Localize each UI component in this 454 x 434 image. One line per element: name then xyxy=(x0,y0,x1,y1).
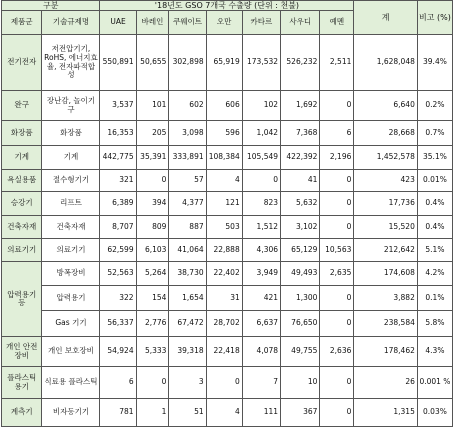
country-header: 바레인 xyxy=(136,11,169,35)
table-row xyxy=(2,262,453,286)
value-cell: 3,537 xyxy=(100,91,136,121)
ratio-cell: 0.1% xyxy=(417,286,452,311)
value-cell: 31 xyxy=(206,286,242,311)
value-cell: 0 xyxy=(320,192,354,216)
value-cell: 51 xyxy=(169,399,206,427)
value-cell: 0 xyxy=(320,286,354,311)
total-cell: 17,736 xyxy=(354,192,417,216)
value-cell: 4 xyxy=(206,399,242,427)
ratio-cell: 4.2% xyxy=(417,262,452,286)
value-cell: 0 xyxy=(320,91,354,121)
value-cell: 6,103 xyxy=(136,239,169,262)
value-cell: 154 xyxy=(136,286,169,311)
ratio-cell: 5.8% xyxy=(417,311,452,337)
value-cell: 0 xyxy=(136,367,169,399)
value-cell: 121 xyxy=(206,192,242,216)
total-cell: 3,882 xyxy=(354,286,417,311)
table-row xyxy=(2,170,453,192)
total-cell: 1,452,578 xyxy=(354,146,417,170)
product-cell: 기계 xyxy=(2,146,42,170)
regulation-cell: 화장품 xyxy=(42,121,100,146)
value-cell: 2,636 xyxy=(320,337,354,367)
value-cell: 3 xyxy=(169,367,206,399)
value-cell: 39,318 xyxy=(169,337,206,367)
value-cell: 54,924 xyxy=(100,337,136,367)
value-cell: 0 xyxy=(136,170,169,192)
table-row xyxy=(2,216,453,239)
total-cell: 423 xyxy=(354,170,417,192)
value-cell: 606 xyxy=(206,91,242,121)
value-cell: 0 xyxy=(206,367,242,399)
regulation-cell: 의료기기 xyxy=(42,239,100,262)
value-cell: 333,891 xyxy=(169,146,206,170)
value-cell: 0 xyxy=(320,311,354,337)
regulation-cell: 건축자재 xyxy=(42,216,100,239)
value-cell: 10,563 xyxy=(320,239,354,262)
product-cell: 건축자재 xyxy=(2,216,42,239)
regulation-cell: 방폭장비 xyxy=(42,262,100,286)
value-cell: 503 xyxy=(206,216,242,239)
regulation-cell: 저전압기기, RoHS, 에너지효율, 전자파적합성 xyxy=(42,35,100,91)
table-row xyxy=(2,146,453,170)
value-cell: 108,384 xyxy=(206,146,242,170)
value-cell: 10 xyxy=(281,367,320,399)
product-cell: 플라스틱 용기 xyxy=(2,367,42,399)
value-cell: 3,098 xyxy=(169,121,206,146)
value-cell: 809 xyxy=(136,216,169,239)
table-row xyxy=(2,121,453,146)
table-row xyxy=(2,192,453,216)
value-cell: 1,692 xyxy=(281,91,320,121)
value-cell: 76,650 xyxy=(281,311,320,337)
value-cell: 56,337 xyxy=(100,311,136,337)
total-cell: 178,462 xyxy=(354,337,417,367)
value-cell: 887 xyxy=(169,216,206,239)
table-row xyxy=(2,286,453,311)
ratio-cell: 0.001 % xyxy=(417,367,452,399)
ratio-cell: 0.2% xyxy=(417,91,452,121)
value-cell: 1,654 xyxy=(169,286,206,311)
value-cell: 2,511 xyxy=(320,35,354,91)
total-cell: 1,315 xyxy=(354,399,417,427)
value-cell: 205 xyxy=(136,121,169,146)
regulation-cell: 리프트 xyxy=(42,192,100,216)
value-cell: 2,776 xyxy=(136,311,169,337)
value-cell: 41 xyxy=(281,170,320,192)
group-header: 구분 xyxy=(2,1,100,11)
ratio-cell: 0.01% xyxy=(417,170,452,192)
total-cell: 28,668 xyxy=(354,121,417,146)
regulation-cell: 기계 xyxy=(42,146,100,170)
ratio-cell: 0.7% xyxy=(417,121,452,146)
table-row xyxy=(2,337,453,367)
regulation-cell: 개인 보호장비 xyxy=(42,337,100,367)
regulation-cell: 비자동기기 xyxy=(42,399,100,427)
value-cell: 101 xyxy=(136,91,169,121)
value-cell: 5,264 xyxy=(136,262,169,286)
value-cell: 22,418 xyxy=(206,337,242,367)
value-cell: 38,730 xyxy=(169,262,206,286)
ratio-cell: 0.03% xyxy=(417,399,452,427)
value-cell: 65,919 xyxy=(206,35,242,91)
value-cell: 50,655 xyxy=(136,35,169,91)
value-cell: 4 xyxy=(206,170,242,192)
total-cell: 1,628,048 xyxy=(354,35,417,91)
value-cell: 57 xyxy=(169,170,206,192)
country-header: 카타르 xyxy=(242,11,280,35)
value-cell: 105,549 xyxy=(242,146,280,170)
value-cell: 35,391 xyxy=(136,146,169,170)
product-cell: 완구 xyxy=(2,91,42,121)
value-cell: 526,232 xyxy=(281,35,320,91)
product-cell: 의료기기 xyxy=(2,239,42,262)
value-cell: 1,300 xyxy=(281,286,320,311)
value-cell: 0 xyxy=(320,399,354,427)
regulation-cell: 장난감, 놀이기구 xyxy=(42,91,100,121)
product-cell: 화장품 xyxy=(2,121,42,146)
value-cell: 3,102 xyxy=(281,216,320,239)
value-cell: 442,775 xyxy=(100,146,136,170)
table-row xyxy=(2,239,453,262)
value-cell: 6 xyxy=(100,367,136,399)
value-cell: 41,064 xyxy=(169,239,206,262)
table-row xyxy=(2,367,453,399)
value-cell: 173,532 xyxy=(242,35,280,91)
product-cell: 욕실용품 xyxy=(2,170,42,192)
value-cell: 52,563 xyxy=(100,262,136,286)
total-cell: 26 xyxy=(354,367,417,399)
value-cell: 3,949 xyxy=(242,262,280,286)
value-cell: 422,392 xyxy=(281,146,320,170)
value-cell: 0 xyxy=(320,216,354,239)
country-header: 오만 xyxy=(206,11,242,35)
product-cell: 계측기 xyxy=(2,399,42,427)
table-row xyxy=(2,35,453,91)
regulation-cell: 절수형기기 xyxy=(42,170,100,192)
regulation-cell: Gas 기기 xyxy=(42,311,100,337)
ratio-cell: 0.4% xyxy=(417,192,452,216)
table-row xyxy=(2,311,453,337)
total-cell: 212,642 xyxy=(354,239,417,262)
value-cell: 7,368 xyxy=(281,121,320,146)
product-cell: 전기전자 xyxy=(2,35,42,91)
product-cell: 승강기 xyxy=(2,192,42,216)
value-cell: 823 xyxy=(242,192,280,216)
country-header: 사우디 xyxy=(281,11,320,35)
value-cell: 4,306 xyxy=(242,239,280,262)
total-header: 계 xyxy=(354,1,417,35)
value-cell: 1,512 xyxy=(242,216,280,239)
value-cell: 1 xyxy=(136,399,169,427)
value-cell: 302,898 xyxy=(169,35,206,91)
value-cell: 394 xyxy=(136,192,169,216)
value-cell: 781 xyxy=(100,399,136,427)
gso-export-table xyxy=(1,0,453,427)
value-cell: 28,702 xyxy=(206,311,242,337)
value-cell: 6,637 xyxy=(242,311,280,337)
value-cell: 67,472 xyxy=(169,311,206,337)
header-row-1 xyxy=(2,1,453,11)
value-cell: 16,353 xyxy=(100,121,136,146)
value-cell: 0 xyxy=(320,367,354,399)
country-header: UAE xyxy=(100,11,136,35)
ratio-cell: 35.1% xyxy=(417,146,452,170)
table-row xyxy=(2,91,453,121)
title-header: '18년도 GSO 7개국 수출량 (단위 : 천불) xyxy=(100,1,354,11)
value-cell: 602 xyxy=(169,91,206,121)
ratio-cell: 5.1% xyxy=(417,239,452,262)
value-cell: 1,042 xyxy=(242,121,280,146)
ratio-cell: 39.4% xyxy=(417,35,452,91)
value-cell: 49,755 xyxy=(281,337,320,367)
value-cell: 4,377 xyxy=(169,192,206,216)
value-cell: 62,599 xyxy=(100,239,136,262)
value-cell: 367 xyxy=(281,399,320,427)
value-cell: 2,635 xyxy=(320,262,354,286)
value-cell: 322 xyxy=(100,286,136,311)
ratio-header: 비고 (%) xyxy=(417,1,452,35)
ratio-cell: 4.3% xyxy=(417,337,452,367)
regulation-cell: 식료용 플라스틱 xyxy=(42,367,100,399)
table-row xyxy=(2,399,453,427)
value-cell: 0 xyxy=(320,170,354,192)
value-cell: 421 xyxy=(242,286,280,311)
value-cell: 111 xyxy=(242,399,280,427)
value-cell: 22,402 xyxy=(206,262,242,286)
value-cell: 65,129 xyxy=(281,239,320,262)
value-cell: 0 xyxy=(242,170,280,192)
ratio-cell: 0.4% xyxy=(417,216,452,239)
country-header: 쿠웨이트 xyxy=(169,11,206,35)
total-cell: 15,520 xyxy=(354,216,417,239)
product-header: 제품군 xyxy=(2,11,42,35)
value-cell: 5,333 xyxy=(136,337,169,367)
value-cell: 321 xyxy=(100,170,136,192)
value-cell: 49,493 xyxy=(281,262,320,286)
total-cell: 174,608 xyxy=(354,262,417,286)
total-cell: 238,584 xyxy=(354,311,417,337)
value-cell: 4,078 xyxy=(242,337,280,367)
regulation-header: 기술규제명 xyxy=(42,11,100,35)
value-cell: 8,707 xyxy=(100,216,136,239)
regulation-cell: 압력용기 xyxy=(42,286,100,311)
value-cell: 102 xyxy=(242,91,280,121)
value-cell: 5,632 xyxy=(281,192,320,216)
value-cell: 596 xyxy=(206,121,242,146)
product-cell: 압력용기 등 xyxy=(2,262,42,337)
country-header: 예멘 xyxy=(320,11,354,35)
total-cell: 6,640 xyxy=(354,91,417,121)
value-cell: 6 xyxy=(320,121,354,146)
value-cell: 550,891 xyxy=(100,35,136,91)
value-cell: 6,389 xyxy=(100,192,136,216)
product-cell: 개인 안전장비 xyxy=(2,337,42,367)
value-cell: 22,888 xyxy=(206,239,242,262)
value-cell: 7 xyxy=(242,367,280,399)
value-cell: 2,196 xyxy=(320,146,354,170)
